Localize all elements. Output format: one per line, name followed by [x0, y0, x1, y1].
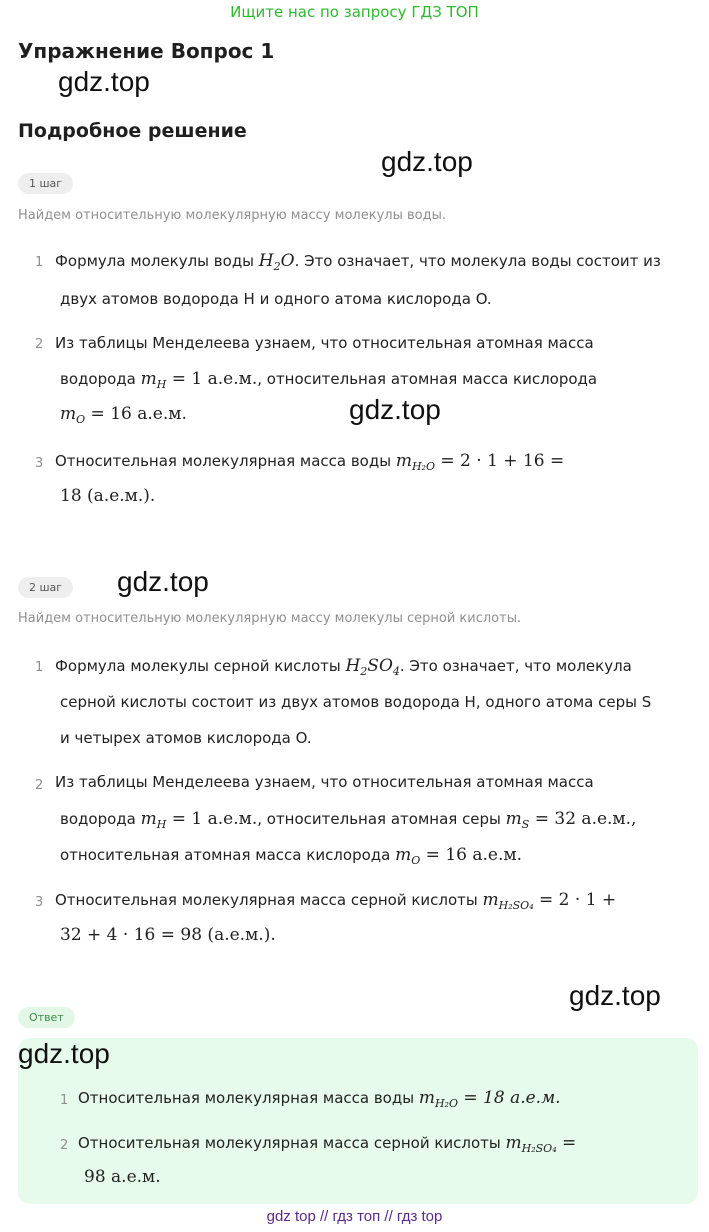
answer-item2-line1: Относительная молекулярная масса серной кислоты $m_{H_2SO_4}$ =	[78, 1133, 577, 1155]
step2-item2-line2: водорода $m_H = 1$ а.е.м., относительная атомная серы $m_S = 32$ а.е.м.,	[60, 809, 637, 831]
step1-item2-line3: $m_O = 16$ а.е.м.	[60, 404, 187, 426]
item-number: 1	[35, 255, 44, 270]
search-banner[interactable]: Ищите нас по запросу ГДЗ ТОП	[230, 3, 479, 21]
section-title: Подробное решение	[18, 120, 247, 142]
item-number: 3	[35, 456, 44, 471]
item-number: 2	[35, 778, 44, 793]
footer-links[interactable]: gdz top // гдз топ // гдз top	[266, 1208, 443, 1225]
step-badge: 1 шаг	[18, 173, 73, 194]
step1-item3-line1: Относительная молекулярная масса воды $m_{H_2O} = 2 \cdot 1 + 16$ =	[55, 451, 565, 473]
watermark: gdz.top	[117, 566, 209, 597]
step2-item1-line2: серной кислоты состоит из двух атомов водорода H, одного атома серы S	[60, 693, 652, 711]
step2-item2-line1: Из таблицы Менделеева узнаем, что относительная атомная масса	[55, 773, 594, 791]
item-number: 3	[35, 895, 44, 910]
step1-item2-line1: Из таблицы Менделеева узнаем, что относительная атомная масса	[55, 334, 594, 352]
answer-badge: Ответ	[18, 1007, 75, 1028]
answer-item2-line2: 98 а.е.м.	[84, 1167, 161, 1187]
page-title: Упражнение Вопрос 1	[18, 39, 275, 63]
step1-item1-line2: двух атомов водорода H и одного атома кислорода O.	[60, 290, 492, 308]
item-number: 1	[60, 1093, 69, 1108]
answer-item1: Относительная молекулярная масса воды $m_{H_2O} = 18$ а.е.м.	[78, 1088, 561, 1110]
step1-item1-line1: Формула молекулы воды $H_2O$. Это означает, что молекула воды состоит из	[55, 251, 661, 273]
watermark: gdz.top	[18, 1038, 110, 1069]
step-badge: 2 шаг	[18, 577, 73, 598]
step1-item3-line2: 18 (а.е.м.).	[60, 486, 156, 506]
step-intro: Найдем относительную молекулярную массу молекулы серной кислоты.	[18, 611, 522, 626]
step2-item2-line3: относительная атомная масса кислорода $m_O = 16$ а.е.м.	[60, 845, 522, 867]
watermark: gdz.top	[569, 980, 661, 1011]
step2-item3-line2: 32 + 4 · 16 = 98 (а.е.м.).	[60, 925, 276, 945]
watermark: gdz.top	[58, 66, 150, 97]
watermark: gdz.top	[349, 394, 441, 425]
step2-item3-line1: Относительная молекулярная масса серной кислоты $m_{H_2SO_4} = 2 \cdot 1$ +	[55, 890, 617, 912]
item-number: 2	[35, 337, 44, 352]
step2-item1-line1: Формула молекулы серной кислоты $H_2SO_4$. Это означает, что молекула	[55, 656, 632, 678]
step-intro: Найдем относительную молекулярную массу молекулы воды.	[18, 208, 446, 223]
step2-item1-line3: и четырех атомов кислорода O.	[60, 729, 312, 747]
watermark: gdz.top	[381, 146, 473, 177]
item-number: 2	[60, 1138, 69, 1153]
item-number: 1	[35, 660, 44, 675]
step1-item2-line2: водорода $m_H = 1$ а.е.м., относительная атомная масса кислорода	[60, 369, 598, 391]
